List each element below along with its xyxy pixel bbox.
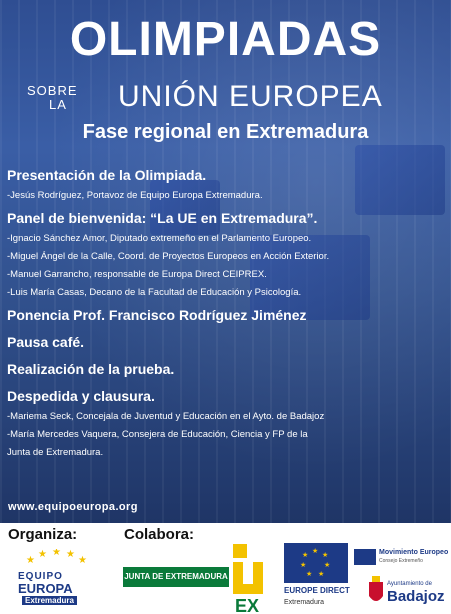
title-sub-small	[27, 84, 78, 112]
svg-text:★: ★	[302, 552, 309, 559]
title-la: LA	[49, 97, 67, 112]
equipo-europa-line3: Extremadura	[22, 596, 77, 605]
program-list	[7, 165, 447, 462]
europe-direct-sub: Extremadura	[284, 599, 325, 606]
uex-logo	[233, 544, 275, 614]
agenda-heading: Realización de la prueba.	[7, 361, 175, 377]
agenda-heading: Presentación de la Olimpiada.	[7, 167, 207, 183]
svg-text:★: ★	[38, 549, 47, 560]
svg-text:★: ★	[322, 552, 329, 559]
website-link[interactable]: www.equipoeuropa.org	[8, 501, 138, 513]
europe-direct-name: EUROPE DIRECT	[284, 586, 350, 595]
colabora-label: Colabora:	[124, 526, 195, 543]
organiza-label: Organiza:	[8, 526, 78, 543]
agenda-heading: Panel de bienvenida: “La UE en Extremadura”.	[7, 210, 318, 226]
agenda-heading: Pausa café.	[7, 334, 85, 350]
agenda-detail: -Manuel Garrancho, responsable de Europa Direct CEIPREX.	[7, 269, 267, 280]
badajoz-small: Ayuntamiento de	[387, 581, 432, 587]
svg-text:★: ★	[312, 548, 319, 555]
svg-text:★: ★	[78, 555, 87, 566]
movimiento-europeo-name: Movimiento Europeo	[379, 549, 449, 556]
svg-text:★: ★	[66, 549, 75, 560]
badajoz-big: Badajoz	[387, 588, 445, 605]
equipo-europa-line1: EQUIPO	[18, 571, 63, 582]
title-union-europea: UNIÓN EUROPEA	[118, 80, 383, 113]
svg-text:★: ★	[324, 562, 331, 569]
equipo-europa-logo	[18, 549, 98, 609]
agenda-heading: Ponencia Prof. Francisco Rodríguez Jiménez	[7, 307, 307, 323]
badajoz-shield-icon	[368, 576, 384, 606]
uex-text: EX	[235, 596, 260, 614]
svg-text:★: ★	[52, 549, 61, 558]
agenda-detail: -María Mercedes Vaquera, Consejera de Educación, Ciencia y FP de la	[7, 429, 308, 440]
svg-text:★: ★	[306, 571, 313, 578]
europe-direct-flag-icon	[284, 543, 348, 583]
movimiento-europeo-flag-icon	[354, 549, 376, 565]
svg-text:★: ★	[318, 571, 325, 578]
sponsors-footer	[0, 523, 451, 614]
agenda-detail: -Jesús Rodríguez, Portavoz de Equipo Europa Extremadura.	[7, 190, 263, 201]
agenda-detail: Junta de Extremadura.	[7, 447, 104, 458]
agenda-heading: Despedida y clausura.	[7, 388, 155, 404]
agenda-detail: -Miguel Ángel de la Calle, Coord. de Proyectos Europeos en Acción Exterior.	[7, 251, 330, 262]
movimiento-europeo-sub: Consejo Extremeño	[379, 558, 423, 564]
agenda-detail: -Luis María Casas, Decano de la Facultad de Educación y Psicología.	[7, 287, 302, 298]
star-circle-icon	[18, 549, 98, 573]
agenda-detail: -Mariema Seck, Concejala de Juventud y Educación en el Ayto. de Badajoz	[7, 411, 325, 422]
title-olimpiadas: OLIMPIADAS	[69, 13, 382, 66]
title-phase: Fase regional en Extremadura	[82, 121, 369, 143]
svg-text:★: ★	[300, 562, 307, 569]
agenda-detail: -Ignacio Sánchez Amor, Diputado extremeño en el Parlamento Europeo.	[7, 233, 312, 244]
junta-extremadura-logo: JUNTA DE EXTREMADURA	[123, 567, 229, 587]
title-sobre: SOBRE	[27, 83, 78, 98]
equipo-europa-line2: EUROPA	[18, 581, 73, 596]
svg-text:★: ★	[26, 555, 35, 566]
